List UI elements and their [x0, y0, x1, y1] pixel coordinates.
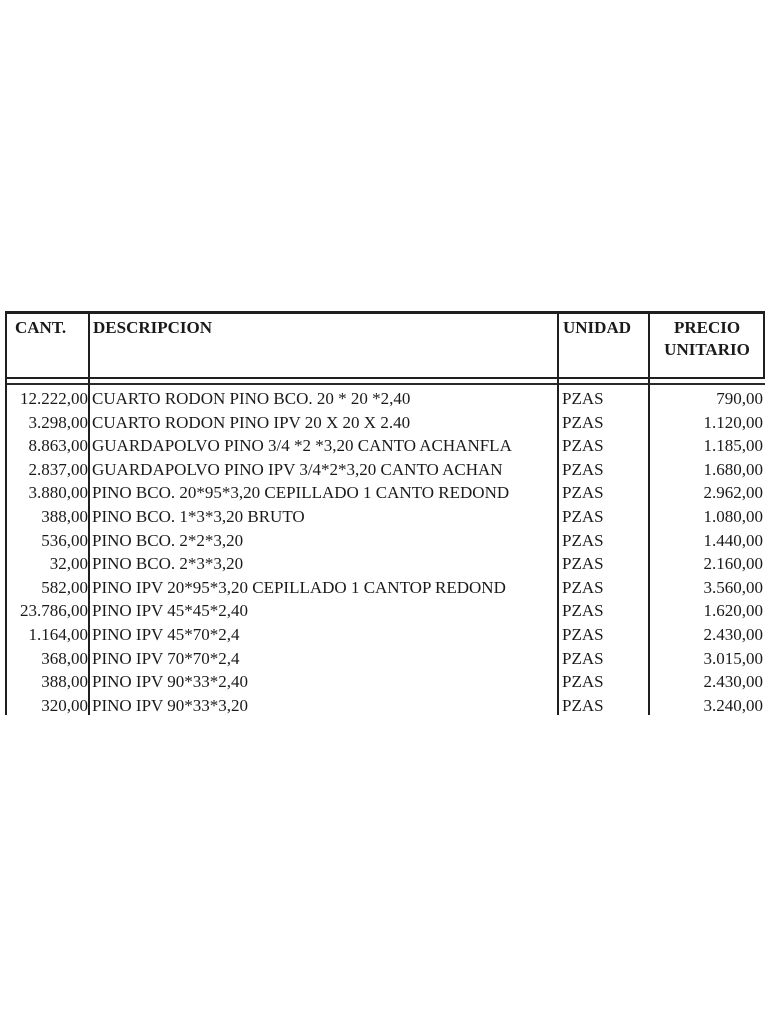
- cell-precio: 2.430,00: [703, 672, 763, 692]
- cell-cant: 388,00: [41, 672, 88, 692]
- cell-precio: 1.620,00: [703, 601, 763, 621]
- cell-unidad: PZAS: [562, 483, 604, 503]
- cell-cant: 320,00: [41, 695, 88, 715]
- cell-descripcion: PINO IPV 45*70*2,4: [92, 624, 240, 644]
- cell-unidad: PZAS: [562, 648, 604, 668]
- table-body: [5, 387, 765, 715]
- table-row: [5, 647, 765, 671]
- cell-cant: 2.837,00: [28, 459, 88, 479]
- table-top-border: [5, 311, 765, 314]
- cell-unidad: PZAS: [562, 554, 604, 574]
- cell-descripcion: GUARDAPOLVO PINO 3/4 *2 *3,20 CANTO ACHANFLA: [92, 436, 512, 456]
- table-row: [5, 694, 765, 715]
- cell-precio: 3.015,00: [703, 648, 763, 668]
- cell-unidad: PZAS: [562, 506, 604, 526]
- cell-precio: 2.160,00: [703, 554, 763, 574]
- cell-unidad: PZAS: [562, 459, 604, 479]
- cell-cant: 536,00: [41, 530, 88, 550]
- table-row: [5, 552, 765, 576]
- cell-unidad: PZAS: [562, 672, 604, 692]
- table-row: [5, 529, 765, 553]
- table-row: [5, 387, 765, 411]
- cell-precio: 1.080,00: [703, 506, 763, 526]
- table-row: [5, 576, 765, 600]
- header-precio-unitario: [651, 317, 763, 361]
- header-divider-secondary: [5, 383, 765, 385]
- cell-unidad: PZAS: [562, 624, 604, 644]
- cell-cant: 32,00: [49, 554, 88, 574]
- header-cant: CANT.: [15, 318, 67, 337]
- table-row: [5, 411, 765, 435]
- table-row: [5, 599, 765, 623]
- header-precio-line2: UNITARIO: [664, 340, 750, 359]
- cell-precio: 3.240,00: [703, 695, 763, 715]
- cell-descripcion: PINO IPV 90*33*3,20: [92, 695, 249, 715]
- table-row: [5, 481, 765, 505]
- cell-descripcion: PINO IPV 20*95*3,20 CEPILLADO 1 CANTOP REDOND: [92, 577, 506, 597]
- cell-descripcion: PINO BCO. 2*3*3,20: [92, 554, 244, 574]
- cell-cant: 582,00: [41, 577, 88, 597]
- cell-descripcion: GUARDAPOLVO PINO IPV 3/4*2*3,20 CANTO ACHAN: [92, 459, 503, 479]
- cell-precio: 1.120,00: [703, 412, 763, 432]
- cell-precio: 3.560,00: [703, 577, 763, 597]
- cell-cant: 368,00: [41, 648, 88, 668]
- cell-unidad: PZAS: [562, 577, 604, 597]
- cell-precio: 2.962,00: [703, 483, 763, 503]
- cell-descripcion: PINO IPV 70*70*2,4: [92, 648, 240, 668]
- cell-cant: 3.298,00: [28, 412, 88, 432]
- cell-descripcion: PINO BCO. 2*2*3,20: [92, 530, 244, 550]
- header-divider: [5, 377, 765, 379]
- cell-unidad: PZAS: [562, 530, 604, 550]
- header-precio-line1: PRECIO: [673, 318, 741, 337]
- cell-cant: 1.164,00: [28, 624, 88, 644]
- cell-precio: 790,00: [716, 389, 763, 408]
- cell-unidad: PZAS: [562, 436, 604, 456]
- price-table: [5, 311, 765, 715]
- cell-precio: 1.680,00: [703, 459, 763, 479]
- cell-precio: 1.185,00: [703, 436, 763, 456]
- cell-descripcion: PINO BCO. 20*95*3,20 CEPILLADO 1 CANTO REDOND: [92, 483, 510, 503]
- cell-descripcion: PINO BCO. 1*3*3,20 BRUTO: [92, 506, 305, 526]
- cell-unidad: PZAS: [562, 412, 604, 432]
- cell-descripcion: PINO IPV 45*45*2,40: [92, 601, 249, 621]
- header-unidad: UNIDAD: [563, 318, 631, 337]
- cell-cant: 8.863,00: [28, 436, 88, 456]
- table-row: [5, 623, 765, 647]
- cell-unidad: PZAS: [562, 389, 604, 408]
- cell-unidad: PZAS: [562, 601, 604, 621]
- header-descripcion: DESCRIPCION: [93, 318, 213, 337]
- cell-unidad: PZAS: [562, 695, 604, 715]
- cell-cant: 3.880,00: [28, 483, 88, 503]
- table-row: [5, 670, 765, 694]
- table-row: [5, 458, 765, 482]
- table-row: [5, 434, 765, 458]
- cell-descripcion: PINO IPV 90*33*2,40: [92, 672, 249, 692]
- column-divider-right: [763, 311, 765, 379]
- cell-precio: 1.440,00: [703, 530, 763, 550]
- cell-descripcion: CUARTO RODON PINO BCO. 20 * 20 *2,40: [92, 389, 411, 408]
- cell-cant: 12.222,00: [20, 389, 88, 408]
- cell-descripcion: CUARTO RODON PINO IPV 20 X 20 X 2.40: [92, 412, 411, 432]
- cell-precio: 2.430,00: [703, 624, 763, 644]
- cell-cant: 23.786,00: [20, 601, 88, 621]
- table-row: [5, 505, 765, 529]
- cell-cant: 388,00: [41, 506, 88, 526]
